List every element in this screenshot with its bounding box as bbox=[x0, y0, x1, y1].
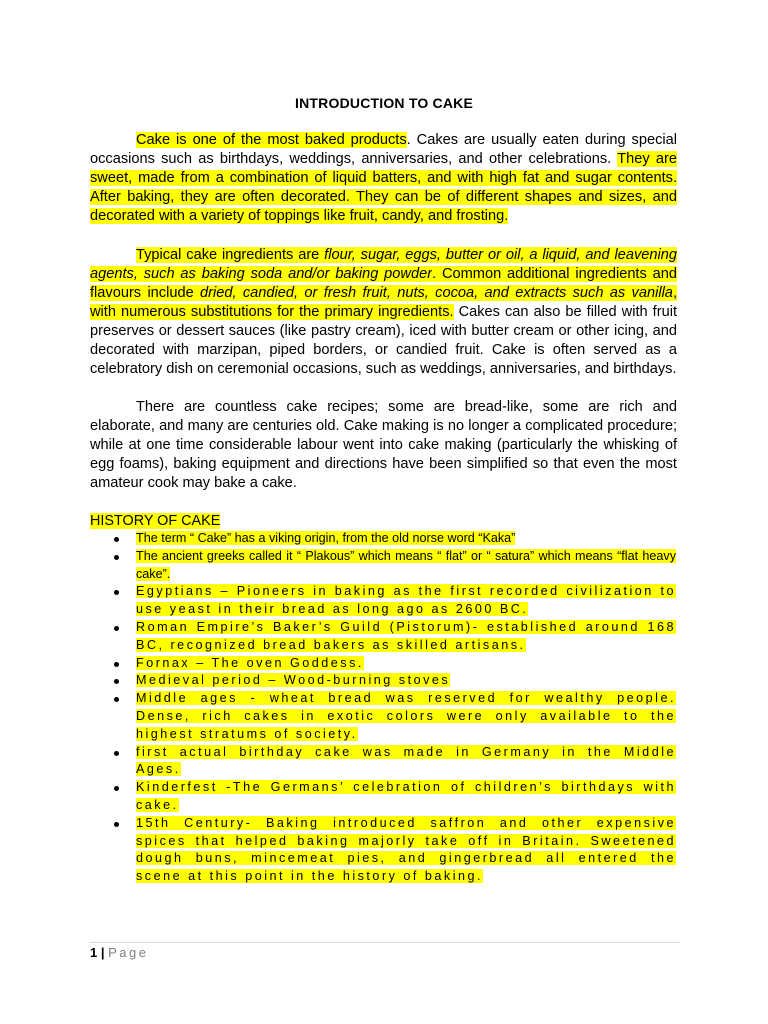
list-item bbox=[90, 655, 676, 673]
bullet-icon bbox=[114, 822, 119, 827]
list-item bbox=[90, 744, 676, 780]
list-item bbox=[90, 672, 676, 690]
footer-divider bbox=[90, 942, 680, 943]
highlighted-text: Cake is one of the most baked products bbox=[136, 132, 407, 148]
list-item bbox=[90, 530, 676, 548]
highlighted-text: They are sweet, made from a combination of liquid batters, and with high fat and sugar contents. After baking, they are often decorated. They can be of different shapes and sizes, and decorated with a variety of toppings like fruit, candy, and frosting. bbox=[90, 151, 677, 224]
bullet-icon bbox=[114, 555, 119, 560]
paragraph-text: . Cakes are usually eaten during special occasions such as birthdays, weddings, anniversaries, and other celebrations. bbox=[90, 132, 677, 167]
paragraph-3 bbox=[90, 398, 677, 493]
bullet-icon bbox=[114, 786, 119, 791]
list-item-text: Egyptians – Pioneers in baking as the first recorded civilization to use yeast in their bread as long ago as 2600 BC. bbox=[136, 584, 676, 617]
list-item-text: The ancient greeks called it “ Plakous” which means “ flat” or “ satura” which means “flat heavy cake”. bbox=[136, 548, 676, 581]
page-label: Page bbox=[108, 945, 149, 960]
highlighted-text: . Common additional ingredients and flavours include bbox=[90, 266, 677, 301]
bullet-icon bbox=[114, 679, 119, 684]
history-list bbox=[90, 530, 676, 886]
page-footer bbox=[90, 945, 148, 961]
bullet-icon bbox=[114, 590, 119, 595]
paragraph-text: There are countless cake recipes; some are bread-like, some are rich and elaborate, and many are centuries old. Cake making is no longer a complicated procedure; while at one time considerable labour went into cake making (particularly the whisking of egg foams), baking equipment and directions have been simplified so that even the most amateur cook may bake a cake. bbox=[90, 399, 677, 491]
page-title: INTRODUCTION TO CAKE bbox=[295, 95, 473, 111]
highlighted-text: Typical cake ingredients are bbox=[136, 247, 325, 263]
list-item-text: Roman Empire’s Baker’s Guild (Pistorum)- established around 168 BC, recognized bread bakers as skilled artisans. bbox=[136, 619, 676, 652]
history-heading bbox=[90, 512, 220, 530]
highlighted-heading: HISTORY OF CAKE bbox=[90, 513, 221, 529]
highlighted-text: , with numerous substitutions for the primary ingredients. bbox=[90, 285, 677, 320]
highlighted-italic-text: flour, sugar, eggs, butter or oil, a liquid, and leavening agents, such as baking soda and/or baking powder bbox=[90, 247, 677, 282]
list-item-text: first actual birthday cake was made in Germany in the Middle Ages. bbox=[136, 744, 676, 777]
bullet-icon bbox=[114, 626, 119, 631]
list-item-text: Middle ages - wheat bread was reserved for wealthy people. Dense, rich cakes in exotic colors were only available to the highest stratums of society. bbox=[136, 691, 676, 741]
list-item bbox=[90, 619, 676, 655]
list-item-text: The term “ Cake” has a viking origin, from the old norse word “Kaka” bbox=[136, 531, 516, 545]
highlighted-italic-text: dried, candied, or fresh fruit, nuts, cocoa, and extracts such as vanilla bbox=[200, 285, 673, 301]
list-item-text: Medieval period – Wood-burning stoves bbox=[136, 673, 451, 688]
bullet-icon bbox=[114, 662, 119, 667]
paragraph-text: Cakes can also be filled with fruit preserves or dessert sauces (like pastry cream), iced with butter cream or other icing, and decorated with marzipan, piped borders, or candied fruit. Cake is often served as a celebratory dish on ceremonial occasions, such as weddings, anniversaries, and birthdays. bbox=[90, 304, 677, 377]
bullet-icon bbox=[114, 697, 119, 702]
list-item bbox=[90, 815, 676, 886]
page-number: 1 bbox=[90, 945, 98, 960]
list-item-text: Kinderfest -The Germans’ celebration of children’s birthdays with cake. bbox=[136, 780, 676, 812]
list-item bbox=[90, 690, 676, 743]
list-item bbox=[90, 583, 676, 619]
list-item-text: Fornax – The oven Goddess. bbox=[136, 655, 364, 670]
list-item bbox=[90, 548, 676, 584]
paragraph-2 bbox=[90, 246, 677, 379]
bullet-icon bbox=[114, 537, 119, 542]
footer-separator: | bbox=[97, 945, 109, 960]
list-item bbox=[90, 779, 676, 815]
bullet-icon bbox=[114, 751, 119, 756]
list-item-text: 15th Century- Baking introduced saffron and other expensive spices that helped baking majorly take off in Britain. Sweetened dough buns, mincemeat pies, and gingerbread all entered the scene at this point in the history of baking. bbox=[136, 815, 676, 884]
paragraph-1 bbox=[90, 131, 677, 226]
